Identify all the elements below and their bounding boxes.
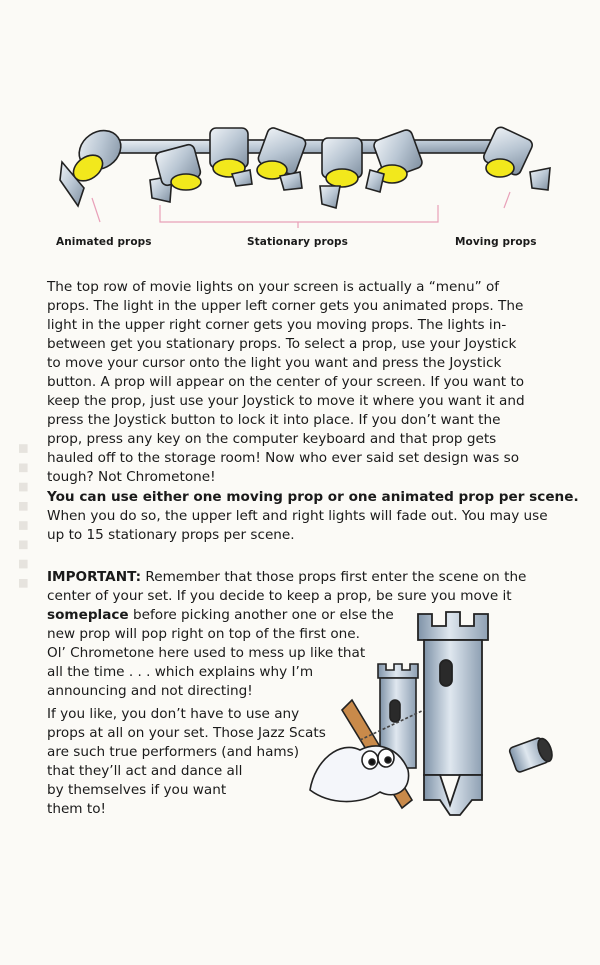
text-line: keep the prop, just use your Joystick to move it where you want it and (47, 393, 525, 409)
text-span: Remember that those props first enter the scene on the (141, 569, 527, 585)
paragraph-menu-explanation (47, 278, 547, 487)
text-line: by themselves if you want (47, 782, 227, 798)
ground-spotlight (509, 737, 555, 773)
text-line: are such true performers (and hams) (47, 744, 300, 760)
caption-animated-props: Animated props (56, 236, 152, 248)
ghost-prop (310, 746, 409, 801)
text-line: props at all on your set. Those Jazz Scats (47, 725, 326, 741)
text-line: new prop will pop right on top of the first one. (47, 626, 360, 642)
text-line: When you do so, the upper left and right lights will fade out. You may use (47, 508, 548, 524)
text-line: all the time . . . which explains why I’m (47, 664, 314, 680)
text-line: The top row of movie lights on your screen is actually a “menu” of (47, 279, 500, 295)
text-line: that they’ll act and dance all (47, 763, 243, 779)
text-line (47, 568, 547, 587)
text-line: up to 15 stationary props per scene. (47, 527, 295, 543)
light-animated (60, 123, 128, 206)
text-span: before picking another one or else the (128, 607, 394, 623)
text-line: button. A prop will appear on the center of your screen. If you want to (47, 374, 525, 390)
text-line: center of your set. If you decide to keep a prop, be sure you move it (47, 588, 512, 604)
light-stationary-5 (366, 128, 424, 192)
emphasis-word: someplace (47, 607, 129, 623)
page-watermark: ▪▪▪▪▪▪▪▪ (10, 436, 35, 590)
caption-moving-props: Moving props (455, 236, 537, 248)
text-line: If you like, you don’t have to use any (47, 706, 300, 722)
text-line: prop, press any key on the computer keyboard and that prop gets (47, 431, 497, 447)
paragraph-prop-limits (47, 488, 579, 545)
text-line: them to! (47, 801, 106, 817)
text-line: light in the upper right corner gets you moving props. The lights in- (47, 317, 507, 333)
text-line: Ol’ Chrometone here used to mess up like that (47, 645, 366, 661)
big-tower (418, 612, 488, 815)
text-line: props. The light in the upper left corner gets you animated props. The (47, 298, 524, 314)
light-stationary-3 (257, 126, 308, 190)
text-line: to move your cursor onto the light you want and press the Joystick (47, 355, 502, 371)
text-line: tough? Not Chrometone! (47, 469, 216, 485)
movie-lights-illustration (0, 110, 600, 235)
text-line: hauled off to the storage room! Now who ever said set design was so (47, 450, 520, 466)
castle-ghost-illustration (300, 600, 590, 830)
text-line: press the Joystick button to lock it into place. If you don’t want the (47, 412, 501, 428)
bold-text-line: You can use either one moving prop or one animated prop per scene. (47, 489, 579, 505)
light-moving (482, 125, 550, 190)
important-label: IMPORTANT: (47, 569, 142, 585)
caption-stationary-props: Stationary props (247, 236, 349, 248)
light-stationary-2 (210, 128, 252, 186)
light-stationary-4 (320, 138, 362, 208)
text-line: between get you stationary props. To select a prop, use your Joystick (47, 336, 517, 352)
text-line: announcing and not directing! (47, 683, 253, 699)
